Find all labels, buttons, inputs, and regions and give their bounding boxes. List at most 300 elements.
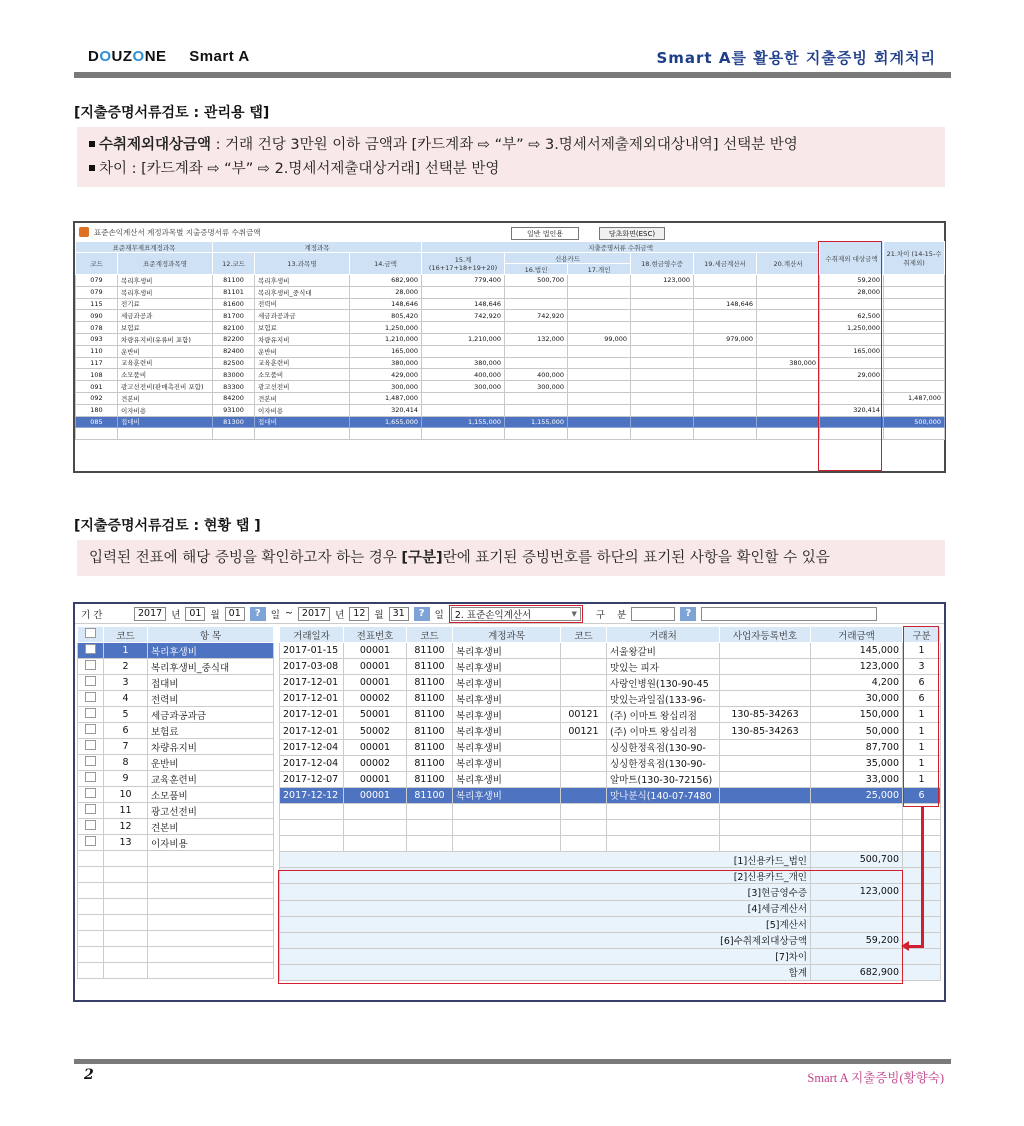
table-cell: 1,210,000: [422, 333, 505, 345]
table-row[interactable]: [280, 739, 941, 755]
section-title-status: [지출증명서류검토 : 현황 탭 ]: [74, 518, 261, 534]
table-cell: 079: [76, 275, 118, 287]
from-month-input[interactable]: 01: [185, 607, 205, 621]
table-cell: [720, 803, 811, 819]
table-cell: 81100: [407, 739, 453, 755]
table-cell: 500,000: [884, 416, 945, 428]
table-cell: [561, 803, 607, 819]
table-row[interactable]: [280, 836, 941, 852]
note-text: 란에 표기된 증빙번호를 하단의 표기된 사항을 확인할 수 있음: [442, 550, 830, 566]
table-cell: 150,000: [811, 707, 903, 723]
row-checkbox[interactable]: [78, 819, 104, 835]
table-row[interactable]: [280, 771, 941, 787]
unit-label: 일: [270, 609, 280, 621]
summary-value: [811, 900, 903, 916]
list-item[interactable]: [78, 707, 274, 723]
table-cell: [255, 428, 350, 440]
table-cell: 81300: [213, 416, 255, 428]
summary-row: [280, 884, 941, 900]
col-header: 코드: [561, 627, 607, 643]
col-header: 거래일자: [280, 627, 344, 643]
col-header: 13.과목명: [255, 253, 350, 275]
table-cell: (주) 이마트 왕십리점: [607, 707, 720, 723]
table-cell: [568, 357, 631, 369]
item-code: 6: [104, 723, 148, 739]
table-cell: 28,000: [350, 286, 422, 298]
filter-bar: [75, 604, 944, 624]
table-cell: 2017-12-01: [280, 707, 344, 723]
table-cell: [720, 675, 811, 691]
table-cell: [720, 836, 811, 852]
list-item[interactable]: [78, 915, 274, 931]
table-cell: [884, 404, 945, 416]
table-cell: 서울왕갈비: [607, 643, 720, 659]
table-cell: 30,000: [811, 691, 903, 707]
item-code: [104, 947, 148, 963]
table-cell: [720, 739, 811, 755]
table-cell: [568, 275, 631, 287]
table-row[interactable]: [76, 298, 945, 310]
table-row[interactable]: [76, 369, 945, 381]
table-cell: [453, 836, 561, 852]
table-row[interactable]: [76, 428, 945, 440]
table-cell: 싱싱한정육점(130-90-: [607, 755, 720, 771]
list-item[interactable]: [78, 755, 274, 771]
group-header-card: 신용카드: [505, 253, 631, 264]
table-cell: [568, 310, 631, 322]
table-cell: [505, 298, 568, 310]
table-cell: [694, 404, 757, 416]
item-name: 복리후생비: [148, 643, 274, 659]
row-checkbox[interactable]: [78, 691, 104, 707]
table-row[interactable]: [280, 691, 941, 707]
table-cell: [811, 836, 903, 852]
table-cell: 복리후생비: [453, 771, 561, 787]
summary-row: [280, 964, 941, 980]
item-name: 운반비: [148, 755, 274, 771]
row-checkbox[interactable]: [78, 739, 104, 755]
table-cell: 복리후생비: [255, 275, 350, 287]
window-titlebar: [75, 223, 944, 241]
table-cell: 1: [903, 643, 941, 659]
table-cell: [422, 322, 505, 334]
table-cell: 1: [903, 771, 941, 787]
table-cell: 380,000: [757, 357, 820, 369]
table-cell: 맛있는 피자: [607, 659, 720, 675]
table-cell: 1: [903, 723, 941, 739]
item-code: 4: [104, 691, 148, 707]
table-cell: 복리후생비: [453, 723, 561, 739]
item-code: 11: [104, 803, 148, 819]
summary-value: [811, 868, 903, 884]
row-checkbox[interactable]: [78, 675, 104, 691]
table-cell: 62,500: [820, 310, 884, 322]
table-cell: [884, 369, 945, 381]
table-cell: [694, 322, 757, 334]
table-cell: [720, 691, 811, 707]
table-row[interactable]: [76, 381, 945, 393]
row-checkbox: [78, 867, 104, 883]
table-cell: 1,155,000: [422, 416, 505, 428]
table-cell: 1: [903, 755, 941, 771]
table-cell: 복리후생비: [453, 691, 561, 707]
col-header: 20.계산서: [757, 253, 820, 275]
list-item[interactable]: [78, 803, 274, 819]
summary-label: [3]현금영수증: [280, 884, 811, 900]
table-row[interactable]: [280, 755, 941, 771]
table-cell: [568, 416, 631, 428]
table-row[interactable]: [76, 286, 945, 298]
chevron-down-icon: ▼: [571, 609, 577, 618]
table-cell: [407, 820, 453, 836]
table-cell: [568, 322, 631, 334]
list-item[interactable]: [78, 659, 274, 675]
item-name: [148, 899, 274, 915]
list-item[interactable]: [78, 835, 274, 851]
table-cell: [884, 428, 945, 440]
table-cell: 1,210,000: [350, 333, 422, 345]
table-cell: [631, 428, 694, 440]
table-cell: [561, 675, 607, 691]
to-day-input[interactable]: 31: [389, 607, 409, 621]
table-cell: [694, 381, 757, 393]
table-cell: [694, 286, 757, 298]
unit-label: 월: [374, 609, 384, 621]
table-row[interactable]: [280, 723, 941, 739]
table-cell: [694, 310, 757, 322]
table-cell: [631, 298, 694, 310]
table-cell: 81100: [213, 275, 255, 287]
category-label: 구 분: [595, 609, 627, 621]
table-cell: [568, 392, 631, 404]
table-cell: [757, 392, 820, 404]
help-icon[interactable]: ?: [414, 607, 430, 621]
table-row[interactable]: [280, 803, 941, 819]
table-cell: [757, 428, 820, 440]
unit-label: 월: [210, 609, 220, 621]
bullet-item: [89, 133, 933, 157]
list-item[interactable]: [78, 931, 274, 947]
table-cell: 1,250,000: [350, 322, 422, 334]
table-row[interactable]: [280, 643, 941, 659]
table-cell: 82500: [213, 357, 255, 369]
table-cell: [561, 739, 607, 755]
item-code: 5: [104, 707, 148, 723]
item-code: 13: [104, 835, 148, 851]
table-cell: 300,000: [505, 381, 568, 393]
table-cell: 세금과공과: [118, 310, 213, 322]
table-cell: 소모품비: [255, 369, 350, 381]
category-input[interactable]: [631, 607, 675, 621]
group-header-proof: 지출증명서류 수취금액: [422, 242, 820, 253]
table-cell: [631, 369, 694, 381]
table-cell: 접대비: [255, 416, 350, 428]
table-cell: [407, 803, 453, 819]
help-icon[interactable]: ?: [250, 607, 266, 621]
item-code: [104, 851, 148, 867]
table-cell: 1: [903, 707, 941, 723]
table-cell: [561, 820, 607, 836]
summary-row: [280, 948, 941, 964]
table-row[interactable]: [76, 404, 945, 416]
item-code: 7: [104, 739, 148, 755]
table-cell: [561, 771, 607, 787]
table-row[interactable]: [76, 333, 945, 345]
from-year-input[interactable]: 2017: [134, 607, 166, 621]
table-cell: 1,487,000: [350, 392, 422, 404]
table-cell: [607, 836, 720, 852]
table-cell: 복리후생비: [453, 643, 561, 659]
table-cell: [757, 310, 820, 322]
table-row[interactable]: [76, 357, 945, 369]
table-cell: 복리후생비: [453, 787, 561, 803]
table-cell: 87,700: [811, 739, 903, 755]
table-cell: [820, 298, 884, 310]
table-cell: 복리후생비: [453, 675, 561, 691]
table-cell: [568, 369, 631, 381]
from-day-input[interactable]: 01: [225, 607, 245, 621]
summary-value: [811, 916, 903, 932]
summary-row: [280, 868, 941, 884]
item-code: [104, 867, 148, 883]
page-number: 2: [84, 1067, 94, 1083]
footer-title: Smart A 지출증빙(황향숙): [807, 1071, 944, 1085]
table-cell: 115: [76, 298, 118, 310]
table-row[interactable]: [76, 275, 945, 287]
table-cell: 차량유지비: [255, 333, 350, 345]
table-cell: 00001: [344, 739, 407, 755]
table-row[interactable]: [280, 820, 941, 836]
row-checkbox[interactable]: [78, 755, 104, 771]
item-name: 교육훈련비: [148, 771, 274, 787]
table-cell: 00002: [344, 755, 407, 771]
table-cell: 84200: [213, 392, 255, 404]
table-cell: [820, 392, 884, 404]
table-cell: 079: [76, 286, 118, 298]
table-cell: [694, 275, 757, 287]
table-row[interactable]: [76, 416, 945, 428]
row-checkbox[interactable]: [78, 659, 104, 675]
table-cell: [694, 357, 757, 369]
range-separator: ~: [284, 608, 293, 619]
table-cell: 108: [76, 369, 118, 381]
table-cell: 779,400: [422, 275, 505, 287]
list-item[interactable]: [78, 851, 274, 867]
table-cell: 82100: [213, 322, 255, 334]
table-cell: 운반비: [118, 345, 213, 357]
col-header: 19.세금계산서: [694, 253, 757, 275]
table-cell: 28,000: [820, 286, 884, 298]
document-title: Smart A를 활용한 지출증빙 회계처리: [656, 49, 936, 67]
col-header: 거래금액: [811, 627, 903, 643]
table-cell: 차량유지비(유류비 포함): [118, 333, 213, 345]
col-header: 표준계정과목명: [118, 253, 213, 275]
table-cell: [505, 357, 568, 369]
table-cell: 090: [76, 310, 118, 322]
col-header: 거래처: [607, 627, 720, 643]
table-cell: 81101: [213, 286, 255, 298]
table-cell: 싱싱한정육점(130-90-: [607, 739, 720, 755]
table-cell: 380,000: [422, 357, 505, 369]
report-select-value: 2. 표준손익계산서: [454, 609, 532, 621]
item-code: [104, 931, 148, 947]
table-row[interactable]: [76, 345, 945, 357]
row-checkbox[interactable]: [78, 771, 104, 787]
table-cell: 2017-12-04: [280, 739, 344, 755]
item-name: [148, 963, 274, 979]
table-cell: 742,920: [422, 310, 505, 322]
table-cell: [631, 310, 694, 322]
help-icon[interactable]: ?: [680, 607, 696, 621]
list-item[interactable]: [78, 691, 274, 707]
table-row[interactable]: [76, 310, 945, 322]
table-row[interactable]: [76, 392, 945, 404]
table-cell: [407, 836, 453, 852]
table-cell: 2017-01-15: [280, 643, 344, 659]
col-header: 사업자등록번호: [720, 627, 811, 643]
table-cell: [811, 820, 903, 836]
table-cell: 82200: [213, 333, 255, 345]
table-cell: 1: [903, 739, 941, 755]
list-item[interactable]: [78, 643, 274, 659]
item-name: 차량유지비: [148, 739, 274, 755]
table-cell: 110: [76, 345, 118, 357]
table-cell: 300,000: [422, 381, 505, 393]
list-item[interactable]: [78, 883, 274, 899]
item-name: 세금과공과금: [148, 707, 274, 723]
table-cell: [694, 345, 757, 357]
table-cell: [820, 416, 884, 428]
arrow-left-icon: [901, 941, 909, 951]
table-cell: 2017-12-12: [280, 787, 344, 803]
table-cell: [720, 787, 811, 803]
table-cell: 2017-12-04: [280, 755, 344, 771]
table-cell: 50,000: [811, 723, 903, 739]
list-item[interactable]: [78, 819, 274, 835]
table-cell: 교육훈련비: [255, 357, 350, 369]
table-cell: [884, 275, 945, 287]
table-cell: 소모품비: [118, 369, 213, 381]
summary-label: [6]수취제외대상금액: [280, 932, 811, 948]
table-cell: 4,200: [811, 675, 903, 691]
table-cell: (주) 이마트 왕십리점: [607, 723, 720, 739]
table-cell: [694, 416, 757, 428]
list-item[interactable]: [78, 963, 274, 979]
arrow-line: [921, 807, 924, 947]
note-text: 입력된 전표에 해당 증빙을 확인하고자 하는 경우: [89, 550, 402, 566]
row-checkbox[interactable]: [78, 707, 104, 723]
table-cell: [820, 357, 884, 369]
table-cell: 전력비: [255, 298, 350, 310]
bullet-text: : 거래 건당 3만원 이하 금액과 [카드계좌 ⇨ “부” ⇨ 3.명세서제출제외대상내역] 선택분 반영: [211, 137, 798, 153]
row-checkbox: [78, 915, 104, 931]
summary-value: 59,200: [811, 932, 903, 948]
col-header: 수취제외 대상금액: [820, 242, 884, 275]
row-checkbox[interactable]: [78, 723, 104, 739]
select-all-checkbox[interactable]: [78, 627, 104, 643]
group-header-std: 표준재무제표계정과목: [76, 242, 213, 253]
table-cell: [694, 392, 757, 404]
report-select[interactable]: [451, 607, 581, 621]
row-checkbox[interactable]: [78, 643, 104, 659]
item-code: [104, 899, 148, 915]
table-cell: 접대비: [118, 416, 213, 428]
back-esc-button[interactable]: 당초화면(ESC): [599, 227, 665, 240]
unit-label: 일: [434, 609, 444, 621]
table-row[interactable]: [76, 322, 945, 334]
table-cell: [757, 275, 820, 287]
table-cell: [757, 369, 820, 381]
list-item[interactable]: [78, 787, 274, 803]
table-row[interactable]: [280, 787, 941, 803]
table-cell: 2017-12-07: [280, 771, 344, 787]
table-cell: [694, 369, 757, 381]
table-cell: [607, 820, 720, 836]
list-item[interactable]: [78, 723, 274, 739]
app-icon: [79, 227, 89, 237]
corp-type-button[interactable]: 일반 법인용: [511, 227, 579, 240]
row-checkbox[interactable]: [78, 803, 104, 819]
table-cell: 83300: [213, 381, 255, 393]
col-header: 코드: [76, 253, 118, 275]
table-cell: [422, 428, 505, 440]
table-cell: 알마트(130-30-72156): [607, 771, 720, 787]
list-item[interactable]: [78, 947, 274, 963]
group-header-acct: 계정과목: [213, 242, 422, 253]
table-cell: 148,646: [694, 298, 757, 310]
table-row[interactable]: [280, 707, 941, 723]
table-cell: [561, 755, 607, 771]
table-cell: 165,000: [350, 345, 422, 357]
table-cell: [568, 345, 631, 357]
unit-label: 년: [335, 609, 345, 621]
expense-proof-table: [75, 241, 945, 440]
table-cell: [631, 416, 694, 428]
table-row[interactable]: [280, 659, 941, 675]
list-item[interactable]: [78, 899, 274, 915]
table-cell: 130-85-34263: [720, 723, 811, 739]
table-cell: 1,487,000: [884, 392, 945, 404]
table-cell: 교육훈련비: [118, 357, 213, 369]
item-code: 3: [104, 675, 148, 691]
table-cell: [631, 322, 694, 334]
table-cell: [607, 803, 720, 819]
table-cell: 81100: [407, 771, 453, 787]
list-item[interactable]: [78, 675, 274, 691]
list-item[interactable]: [78, 771, 274, 787]
table-cell: 00001: [344, 659, 407, 675]
table-cell: [568, 286, 631, 298]
col-header: 구분: [903, 627, 941, 643]
table-cell: [631, 392, 694, 404]
table-cell: [884, 381, 945, 393]
list-item[interactable]: [78, 867, 274, 883]
summary-label: [1]신용카드_법인: [280, 852, 811, 868]
table-cell: 81100: [407, 659, 453, 675]
table-row[interactable]: [280, 675, 941, 691]
row-checkbox[interactable]: [78, 787, 104, 803]
table-cell: 81100: [407, 755, 453, 771]
table-cell: [884, 322, 945, 334]
to-year-input[interactable]: 2017: [298, 607, 330, 621]
list-item[interactable]: [78, 739, 274, 755]
col-header: 14.금액: [350, 253, 422, 275]
item-code: 8: [104, 755, 148, 771]
table-cell: 81600: [213, 298, 255, 310]
table-cell: 078: [76, 322, 118, 334]
to-month-input[interactable]: 12: [349, 607, 369, 621]
row-checkbox[interactable]: [78, 835, 104, 851]
